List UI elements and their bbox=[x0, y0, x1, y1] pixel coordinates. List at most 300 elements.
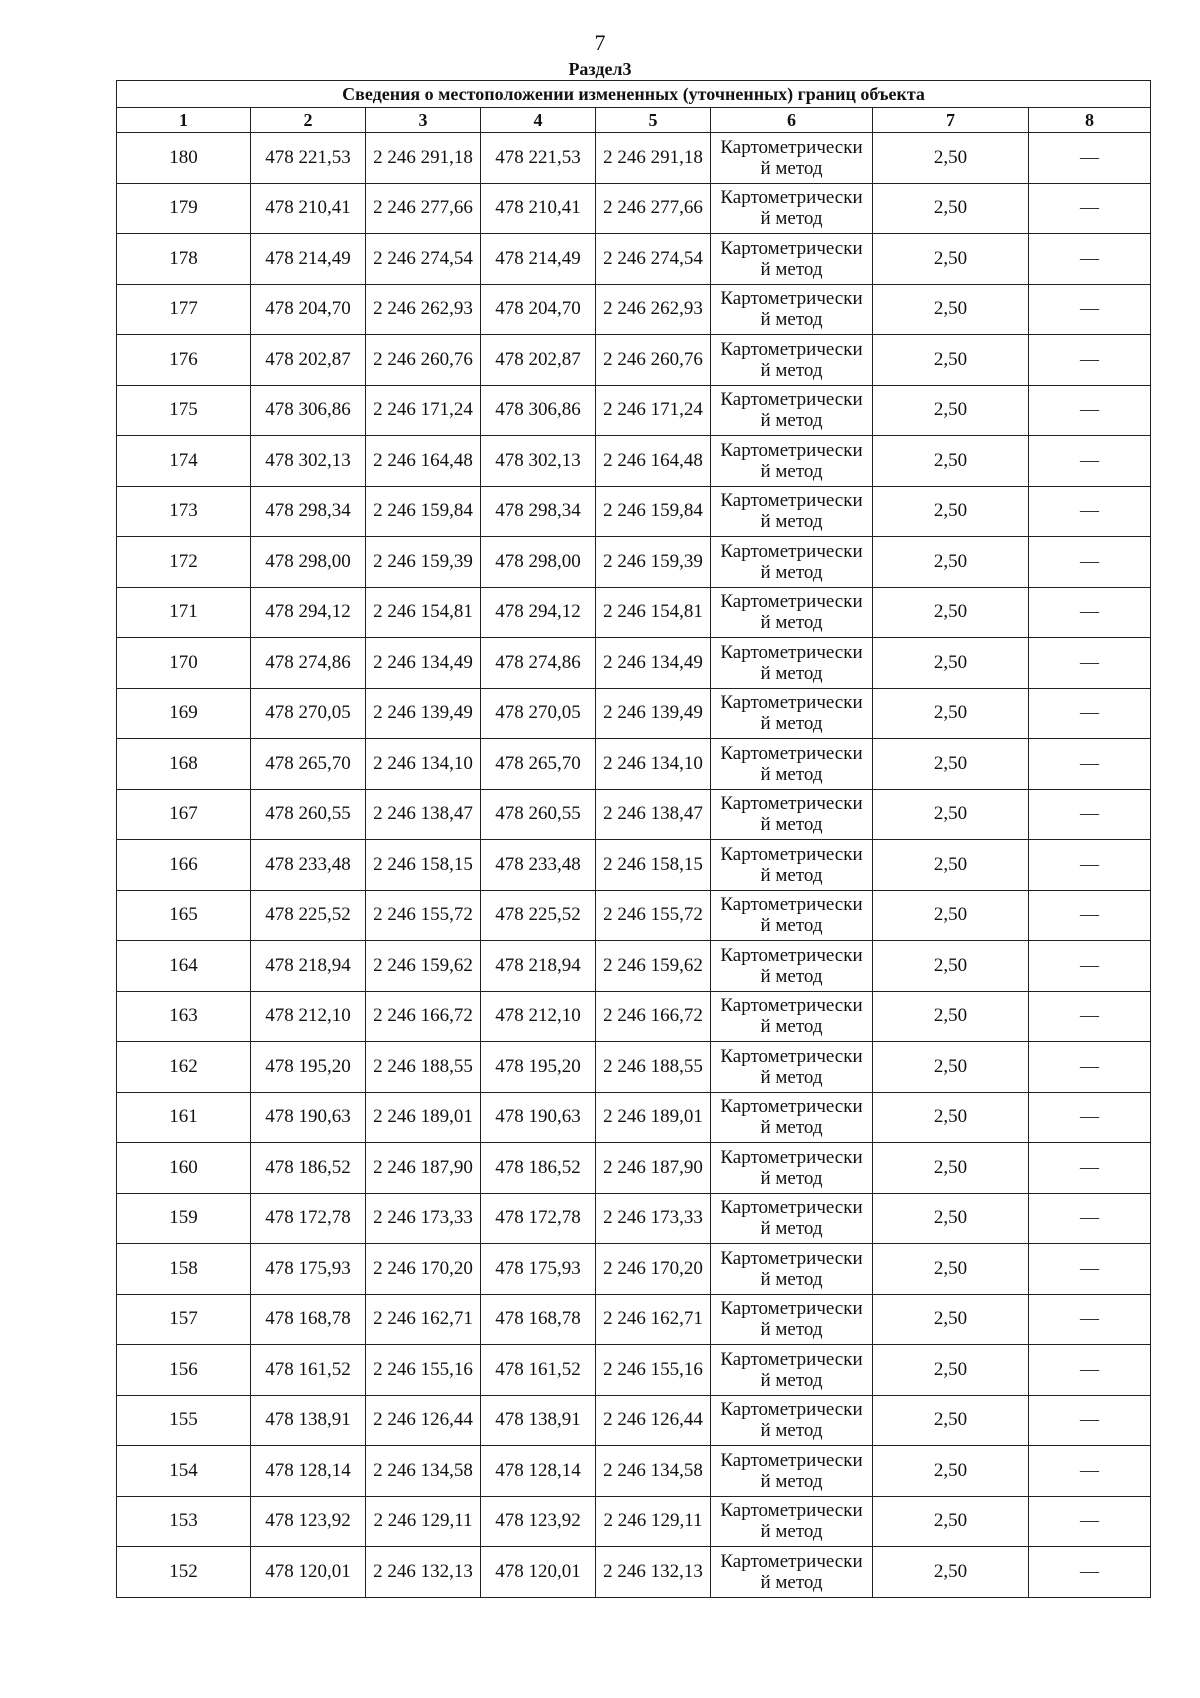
x-coordinate-cell: 478 123,92 bbox=[251, 1496, 366, 1547]
x-coordinate-cell: 478 128,14 bbox=[251, 1446, 366, 1497]
table-row bbox=[117, 991, 1151, 1042]
y-coordinate-new-cell: 2 246 291,18 bbox=[596, 133, 711, 184]
method-cell bbox=[711, 890, 873, 941]
x-coordinate-new-cell: 478 270,05 bbox=[481, 688, 596, 739]
y-coordinate-cell: 2 246 138,47 bbox=[366, 789, 481, 840]
method-text-line: Картометрически bbox=[720, 894, 863, 916]
description-cell: — bbox=[1029, 1446, 1151, 1497]
point-number-cell: 170 bbox=[117, 638, 251, 689]
x-coordinate-cell: 478 212,10 bbox=[251, 991, 366, 1042]
y-coordinate-new-cell: 2 246 170,20 bbox=[596, 1244, 711, 1295]
point-number-cell: 163 bbox=[117, 991, 251, 1042]
x-coordinate-new-cell: 478 168,78 bbox=[481, 1294, 596, 1345]
method-cell bbox=[711, 1244, 873, 1295]
y-coordinate-cell: 2 246 164,48 bbox=[366, 436, 481, 487]
y-coordinate-cell: 2 246 154,81 bbox=[366, 587, 481, 638]
table-row bbox=[117, 436, 1151, 487]
x-coordinate-new-cell: 478 225,52 bbox=[481, 890, 596, 941]
y-coordinate-cell: 2 246 291,18 bbox=[366, 133, 481, 184]
y-coordinate-cell: 2 246 189,01 bbox=[366, 1092, 481, 1143]
table-row bbox=[117, 1496, 1151, 1547]
method-text-line: Картометрически bbox=[720, 641, 863, 663]
description-cell: — bbox=[1029, 385, 1151, 436]
x-coordinate-cell: 478 138,91 bbox=[251, 1395, 366, 1446]
method-text-line: й метод bbox=[760, 1369, 823, 1391]
description-cell: — bbox=[1029, 587, 1151, 638]
y-coordinate-cell: 2 246 159,84 bbox=[366, 486, 481, 537]
method-cell bbox=[711, 1345, 873, 1396]
method-cell bbox=[711, 234, 873, 285]
accuracy-cell: 2,50 bbox=[873, 991, 1029, 1042]
x-coordinate-cell: 478 186,52 bbox=[251, 1143, 366, 1194]
method-cell bbox=[711, 183, 873, 234]
x-coordinate-new-cell: 478 123,92 bbox=[481, 1496, 596, 1547]
x-coordinate-cell: 478 225,52 bbox=[251, 890, 366, 941]
point-number-cell: 179 bbox=[117, 183, 251, 234]
x-coordinate-cell: 478 274,86 bbox=[251, 638, 366, 689]
x-coordinate-cell: 478 218,94 bbox=[251, 941, 366, 992]
x-coordinate-new-cell: 478 172,78 bbox=[481, 1193, 596, 1244]
table-row bbox=[117, 183, 1151, 234]
x-coordinate-new-cell: 478 204,70 bbox=[481, 284, 596, 335]
method-cell bbox=[711, 284, 873, 335]
table-row bbox=[117, 1042, 1151, 1093]
point-number-cell: 177 bbox=[117, 284, 251, 335]
point-number-cell: 158 bbox=[117, 1244, 251, 1295]
y-coordinate-cell: 2 246 159,39 bbox=[366, 537, 481, 588]
x-coordinate-cell: 478 270,05 bbox=[251, 688, 366, 739]
x-coordinate-new-cell: 478 306,86 bbox=[481, 385, 596, 436]
y-coordinate-new-cell: 2 246 187,90 bbox=[596, 1143, 711, 1194]
y-coordinate-cell: 2 246 162,71 bbox=[366, 1294, 481, 1345]
y-coordinate-new-cell: 2 246 155,16 bbox=[596, 1345, 711, 1396]
table-row bbox=[117, 587, 1151, 638]
y-coordinate-new-cell: 2 246 171,24 bbox=[596, 385, 711, 436]
y-coordinate-new-cell: 2 246 155,72 bbox=[596, 890, 711, 941]
table-row bbox=[117, 1345, 1151, 1396]
column-number: 7 bbox=[873, 108, 1029, 133]
method-text-line: й метод bbox=[760, 1218, 823, 1240]
method-text-line: Картометрически bbox=[720, 540, 863, 562]
method-text-line: Картометрически bbox=[720, 439, 863, 461]
y-coordinate-new-cell: 2 246 134,49 bbox=[596, 638, 711, 689]
table-row bbox=[117, 941, 1151, 992]
y-coordinate-cell: 2 246 188,55 bbox=[366, 1042, 481, 1093]
table-row bbox=[117, 385, 1151, 436]
x-coordinate-new-cell: 478 195,20 bbox=[481, 1042, 596, 1093]
accuracy-cell: 2,50 bbox=[873, 284, 1029, 335]
description-cell: — bbox=[1029, 537, 1151, 588]
method-text-line: й метод bbox=[760, 1117, 823, 1139]
y-coordinate-new-cell: 2 246 154,81 bbox=[596, 587, 711, 638]
y-coordinate-new-cell: 2 246 262,93 bbox=[596, 284, 711, 335]
table-row bbox=[117, 486, 1151, 537]
x-coordinate-cell: 478 265,70 bbox=[251, 739, 366, 790]
table-row bbox=[117, 234, 1151, 285]
y-coordinate-new-cell: 2 246 188,55 bbox=[596, 1042, 711, 1093]
x-coordinate-cell: 478 298,00 bbox=[251, 537, 366, 588]
x-coordinate-cell: 478 202,87 bbox=[251, 335, 366, 386]
method-text-line: Картометрически bbox=[720, 1197, 863, 1219]
point-number-cell: 180 bbox=[117, 133, 251, 184]
method-cell bbox=[711, 1496, 873, 1547]
accuracy-cell: 2,50 bbox=[873, 1496, 1029, 1547]
x-coordinate-new-cell: 478 214,49 bbox=[481, 234, 596, 285]
method-text-line: Картометрически bbox=[720, 1348, 863, 1370]
method-cell bbox=[711, 1547, 873, 1598]
x-coordinate-new-cell: 478 294,12 bbox=[481, 587, 596, 638]
y-coordinate-cell: 2 246 132,13 bbox=[366, 1547, 481, 1598]
method-text-line: Картометрически bbox=[720, 1045, 863, 1067]
description-cell: — bbox=[1029, 991, 1151, 1042]
description-cell: — bbox=[1029, 1294, 1151, 1345]
y-coordinate-new-cell: 2 246 132,13 bbox=[596, 1547, 711, 1598]
method-text-line: Картометрически bbox=[720, 136, 863, 158]
y-coordinate-new-cell: 2 246 159,84 bbox=[596, 486, 711, 537]
method-text-line: Картометрически bbox=[720, 793, 863, 815]
x-coordinate-new-cell: 478 202,87 bbox=[481, 335, 596, 386]
table-row bbox=[117, 1446, 1151, 1497]
point-number-cell: 167 bbox=[117, 789, 251, 840]
x-coordinate-new-cell: 478 233,48 bbox=[481, 840, 596, 891]
description-cell: — bbox=[1029, 638, 1151, 689]
accuracy-cell: 2,50 bbox=[873, 941, 1029, 992]
table-row bbox=[117, 1294, 1151, 1345]
method-cell bbox=[711, 385, 873, 436]
point-number-cell: 157 bbox=[117, 1294, 251, 1345]
description-cell: — bbox=[1029, 486, 1151, 537]
table-row bbox=[117, 1193, 1151, 1244]
x-coordinate-new-cell: 478 138,91 bbox=[481, 1395, 596, 1446]
y-coordinate-new-cell: 2 246 159,39 bbox=[596, 537, 711, 588]
accuracy-cell: 2,50 bbox=[873, 1294, 1029, 1345]
table-row bbox=[117, 739, 1151, 790]
table-row bbox=[117, 335, 1151, 386]
column-number: 6 bbox=[711, 108, 873, 133]
accuracy-cell: 2,50 bbox=[873, 587, 1029, 638]
accuracy-cell: 2,50 bbox=[873, 335, 1029, 386]
x-coordinate-cell: 478 204,70 bbox=[251, 284, 366, 335]
x-coordinate-cell: 478 298,34 bbox=[251, 486, 366, 537]
x-coordinate-new-cell: 478 190,63 bbox=[481, 1092, 596, 1143]
method-text-line: Картометрически bbox=[720, 187, 863, 209]
y-coordinate-cell: 2 246 260,76 bbox=[366, 335, 481, 386]
table-row bbox=[117, 890, 1151, 941]
description-cell: — bbox=[1029, 1143, 1151, 1194]
y-coordinate-cell: 2 246 170,20 bbox=[366, 1244, 481, 1295]
method-text-line: Картометрически bbox=[720, 1247, 863, 1269]
x-coordinate-new-cell: 478 302,13 bbox=[481, 436, 596, 487]
accuracy-cell: 2,50 bbox=[873, 638, 1029, 689]
point-number-cell: 161 bbox=[117, 1092, 251, 1143]
method-cell bbox=[711, 537, 873, 588]
method-text-line: Картометрически bbox=[720, 490, 863, 512]
method-text-line: Картометрически bbox=[720, 1500, 863, 1522]
method-cell bbox=[711, 436, 873, 487]
y-coordinate-cell: 2 246 277,66 bbox=[366, 183, 481, 234]
table-row bbox=[117, 688, 1151, 739]
point-number-cell: 156 bbox=[117, 1345, 251, 1396]
accuracy-cell: 2,50 bbox=[873, 1547, 1029, 1598]
coordinates-table bbox=[116, 80, 1151, 1598]
table-row bbox=[117, 1547, 1151, 1598]
y-coordinate-cell: 2 246 134,58 bbox=[366, 1446, 481, 1497]
method-cell bbox=[711, 133, 873, 184]
y-coordinate-cell: 2 246 187,90 bbox=[366, 1143, 481, 1194]
table-row bbox=[117, 1092, 1151, 1143]
x-coordinate-new-cell: 478 128,14 bbox=[481, 1446, 596, 1497]
method-text-line: й метод bbox=[760, 1268, 823, 1290]
point-number-cell: 169 bbox=[117, 688, 251, 739]
description-cell: — bbox=[1029, 183, 1151, 234]
table-row bbox=[117, 133, 1151, 184]
point-number-cell: 164 bbox=[117, 941, 251, 992]
description-cell: — bbox=[1029, 284, 1151, 335]
method-text-line: й метод bbox=[760, 157, 823, 179]
x-coordinate-cell: 478 294,12 bbox=[251, 587, 366, 638]
method-text-line: й метод bbox=[760, 1066, 823, 1088]
y-coordinate-new-cell: 2 246 162,71 bbox=[596, 1294, 711, 1345]
method-cell bbox=[711, 789, 873, 840]
point-number-cell: 155 bbox=[117, 1395, 251, 1446]
method-text-line: й метод bbox=[760, 1521, 823, 1543]
x-coordinate-cell: 478 161,52 bbox=[251, 1345, 366, 1396]
method-cell bbox=[711, 1042, 873, 1093]
description-cell: — bbox=[1029, 890, 1151, 941]
method-text-line: Картометрически bbox=[720, 237, 863, 259]
point-number-cell: 176 bbox=[117, 335, 251, 386]
y-coordinate-cell: 2 246 274,54 bbox=[366, 234, 481, 285]
method-cell bbox=[711, 739, 873, 790]
method-text-line: й метод bbox=[760, 814, 823, 836]
x-coordinate-cell: 478 302,13 bbox=[251, 436, 366, 487]
description-cell: — bbox=[1029, 1042, 1151, 1093]
method-text-line: й метод bbox=[760, 561, 823, 583]
y-coordinate-cell: 2 246 262,93 bbox=[366, 284, 481, 335]
table-row bbox=[117, 638, 1151, 689]
x-coordinate-cell: 478 168,78 bbox=[251, 1294, 366, 1345]
accuracy-cell: 2,50 bbox=[873, 739, 1029, 790]
x-coordinate-cell: 478 221,53 bbox=[251, 133, 366, 184]
accuracy-cell: 2,50 bbox=[873, 133, 1029, 184]
y-coordinate-new-cell: 2 246 164,48 bbox=[596, 436, 711, 487]
y-coordinate-new-cell: 2 246 129,11 bbox=[596, 1496, 711, 1547]
column-number: 8 bbox=[1029, 108, 1151, 133]
y-coordinate-cell: 2 246 171,24 bbox=[366, 385, 481, 436]
method-text-line: й метод bbox=[760, 309, 823, 331]
method-text-line: Картометрически bbox=[720, 288, 863, 310]
description-cell: — bbox=[1029, 1345, 1151, 1396]
accuracy-cell: 2,50 bbox=[873, 840, 1029, 891]
table-body bbox=[117, 133, 1151, 1598]
description-cell: — bbox=[1029, 436, 1151, 487]
method-text-line: й метод bbox=[760, 713, 823, 735]
method-cell bbox=[711, 587, 873, 638]
column-number: 5 bbox=[596, 108, 711, 133]
accuracy-cell: 2,50 bbox=[873, 1446, 1029, 1497]
table-row bbox=[117, 537, 1151, 588]
description-cell: — bbox=[1029, 739, 1151, 790]
y-coordinate-cell: 2 246 126,44 bbox=[366, 1395, 481, 1446]
y-coordinate-cell: 2 246 134,49 bbox=[366, 638, 481, 689]
accuracy-cell: 2,50 bbox=[873, 1092, 1029, 1143]
method-text-line: Картометрически bbox=[720, 843, 863, 865]
table-row bbox=[117, 284, 1151, 335]
point-number-cell: 153 bbox=[117, 1496, 251, 1547]
x-coordinate-new-cell: 478 161,52 bbox=[481, 1345, 596, 1396]
x-coordinate-cell: 478 172,78 bbox=[251, 1193, 366, 1244]
y-coordinate-new-cell: 2 246 158,15 bbox=[596, 840, 711, 891]
table-row bbox=[117, 1244, 1151, 1295]
method-cell bbox=[711, 638, 873, 689]
accuracy-cell: 2,50 bbox=[873, 1193, 1029, 1244]
x-coordinate-new-cell: 478 212,10 bbox=[481, 991, 596, 1042]
column-number: 2 bbox=[251, 108, 366, 133]
table-row bbox=[117, 1395, 1151, 1446]
x-coordinate-new-cell: 478 260,55 bbox=[481, 789, 596, 840]
point-number-cell: 160 bbox=[117, 1143, 251, 1194]
description-cell: — bbox=[1029, 789, 1151, 840]
x-coordinate-new-cell: 478 175,93 bbox=[481, 1244, 596, 1295]
point-number-cell: 174 bbox=[117, 436, 251, 487]
description-cell: — bbox=[1029, 335, 1151, 386]
method-text-line: й метод bbox=[760, 662, 823, 684]
x-coordinate-cell: 478 120,01 bbox=[251, 1547, 366, 1598]
accuracy-cell: 2,50 bbox=[873, 183, 1029, 234]
y-coordinate-cell: 2 246 139,49 bbox=[366, 688, 481, 739]
x-coordinate-cell: 478 214,49 bbox=[251, 234, 366, 285]
method-text-line: й метод bbox=[760, 1571, 823, 1593]
method-cell bbox=[711, 688, 873, 739]
point-number-cell: 173 bbox=[117, 486, 251, 537]
x-coordinate-new-cell: 478 298,34 bbox=[481, 486, 596, 537]
method-text-line: Картометрически bbox=[720, 692, 863, 714]
table-caption: Сведения о местоположении измененных (уточненных) границ объекта bbox=[117, 81, 1151, 108]
accuracy-cell: 2,50 bbox=[873, 486, 1029, 537]
method-cell bbox=[711, 1092, 873, 1143]
method-text-line: Картометрически bbox=[720, 742, 863, 764]
y-coordinate-new-cell: 2 246 159,62 bbox=[596, 941, 711, 992]
accuracy-cell: 2,50 bbox=[873, 1395, 1029, 1446]
description-cell: — bbox=[1029, 1395, 1151, 1446]
y-coordinate-new-cell: 2 246 260,76 bbox=[596, 335, 711, 386]
method-cell bbox=[711, 840, 873, 891]
column-number: 1 bbox=[117, 108, 251, 133]
method-cell bbox=[711, 1446, 873, 1497]
x-coordinate-cell: 478 210,41 bbox=[251, 183, 366, 234]
y-coordinate-new-cell: 2 246 134,10 bbox=[596, 739, 711, 790]
method-text-line: Картометрически bbox=[720, 1399, 863, 1421]
description-cell: — bbox=[1029, 234, 1151, 285]
method-text-line: Картометрически bbox=[720, 338, 863, 360]
description-cell: — bbox=[1029, 1547, 1151, 1598]
description-cell: — bbox=[1029, 941, 1151, 992]
method-text-line: Картометрически bbox=[720, 1146, 863, 1168]
method-text-line: й метод bbox=[760, 359, 823, 381]
section-title: Раздел3 bbox=[568, 59, 632, 79]
accuracy-cell: 2,50 bbox=[873, 234, 1029, 285]
method-text-line: й метод bbox=[760, 763, 823, 785]
y-coordinate-new-cell: 2 246 189,01 bbox=[596, 1092, 711, 1143]
point-number-cell: 168 bbox=[117, 739, 251, 790]
point-number-cell: 162 bbox=[117, 1042, 251, 1093]
method-cell bbox=[711, 486, 873, 537]
x-coordinate-cell: 478 190,63 bbox=[251, 1092, 366, 1143]
accuracy-cell: 2,50 bbox=[873, 1143, 1029, 1194]
x-coordinate-new-cell: 478 298,00 bbox=[481, 537, 596, 588]
accuracy-cell: 2,50 bbox=[873, 1244, 1029, 1295]
y-coordinate-new-cell: 2 246 274,54 bbox=[596, 234, 711, 285]
method-cell bbox=[711, 1143, 873, 1194]
point-number-cell: 178 bbox=[117, 234, 251, 285]
accuracy-cell: 2,50 bbox=[873, 1345, 1029, 1396]
description-cell: — bbox=[1029, 1496, 1151, 1547]
method-text-line: Картометрически bbox=[720, 1550, 863, 1572]
point-number-cell: 159 bbox=[117, 1193, 251, 1244]
description-cell: — bbox=[1029, 1244, 1151, 1295]
point-number-cell: 172 bbox=[117, 537, 251, 588]
method-text-line: й метод bbox=[760, 258, 823, 280]
y-coordinate-cell: 2 246 129,11 bbox=[366, 1496, 481, 1547]
x-coordinate-cell: 478 306,86 bbox=[251, 385, 366, 436]
method-text-line: й метод bbox=[760, 915, 823, 937]
page-number: 7 bbox=[594, 30, 606, 55]
point-number-cell: 154 bbox=[117, 1446, 251, 1497]
y-coordinate-cell: 2 246 158,15 bbox=[366, 840, 481, 891]
method-text-line: й метод bbox=[760, 410, 823, 432]
method-cell bbox=[711, 335, 873, 386]
point-number-cell: 166 bbox=[117, 840, 251, 891]
method-cell bbox=[711, 1395, 873, 1446]
method-text-line: й метод bbox=[760, 965, 823, 987]
accuracy-cell: 2,50 bbox=[873, 385, 1029, 436]
x-coordinate-cell: 478 260,55 bbox=[251, 789, 366, 840]
method-text-line: й метод bbox=[760, 612, 823, 634]
method-text-line: й метод bbox=[760, 460, 823, 482]
y-coordinate-cell: 2 246 166,72 bbox=[366, 991, 481, 1042]
method-cell bbox=[711, 991, 873, 1042]
column-number: 3 bbox=[366, 108, 481, 133]
y-coordinate-new-cell: 2 246 173,33 bbox=[596, 1193, 711, 1244]
y-coordinate-new-cell: 2 246 166,72 bbox=[596, 991, 711, 1042]
method-text-line: Картометрически bbox=[720, 389, 863, 411]
method-text-line: Картометрически bbox=[720, 1298, 863, 1320]
point-number-cell: 171 bbox=[117, 587, 251, 638]
y-coordinate-cell: 2 246 159,62 bbox=[366, 941, 481, 992]
method-cell bbox=[711, 1193, 873, 1244]
column-number: 4 bbox=[481, 108, 596, 133]
method-text-line: й метод bbox=[760, 1167, 823, 1189]
method-text-line: Картометрически bbox=[720, 1449, 863, 1471]
x-coordinate-cell: 478 195,20 bbox=[251, 1042, 366, 1093]
description-cell: — bbox=[1029, 1092, 1151, 1143]
accuracy-cell: 2,50 bbox=[873, 1042, 1029, 1093]
description-cell: — bbox=[1029, 840, 1151, 891]
method-text-line: й метод bbox=[760, 208, 823, 230]
x-coordinate-new-cell: 478 274,86 bbox=[481, 638, 596, 689]
y-coordinate-new-cell: 2 246 277,66 bbox=[596, 183, 711, 234]
accuracy-cell: 2,50 bbox=[873, 789, 1029, 840]
x-coordinate-cell: 478 233,48 bbox=[251, 840, 366, 891]
x-coordinate-new-cell: 478 265,70 bbox=[481, 739, 596, 790]
method-cell bbox=[711, 941, 873, 992]
method-text-line: й метод bbox=[760, 1016, 823, 1038]
accuracy-cell: 2,50 bbox=[873, 436, 1029, 487]
x-coordinate-new-cell: 478 221,53 bbox=[481, 133, 596, 184]
table-row bbox=[117, 789, 1151, 840]
x-coordinate-new-cell: 478 218,94 bbox=[481, 941, 596, 992]
description-cell: — bbox=[1029, 688, 1151, 739]
